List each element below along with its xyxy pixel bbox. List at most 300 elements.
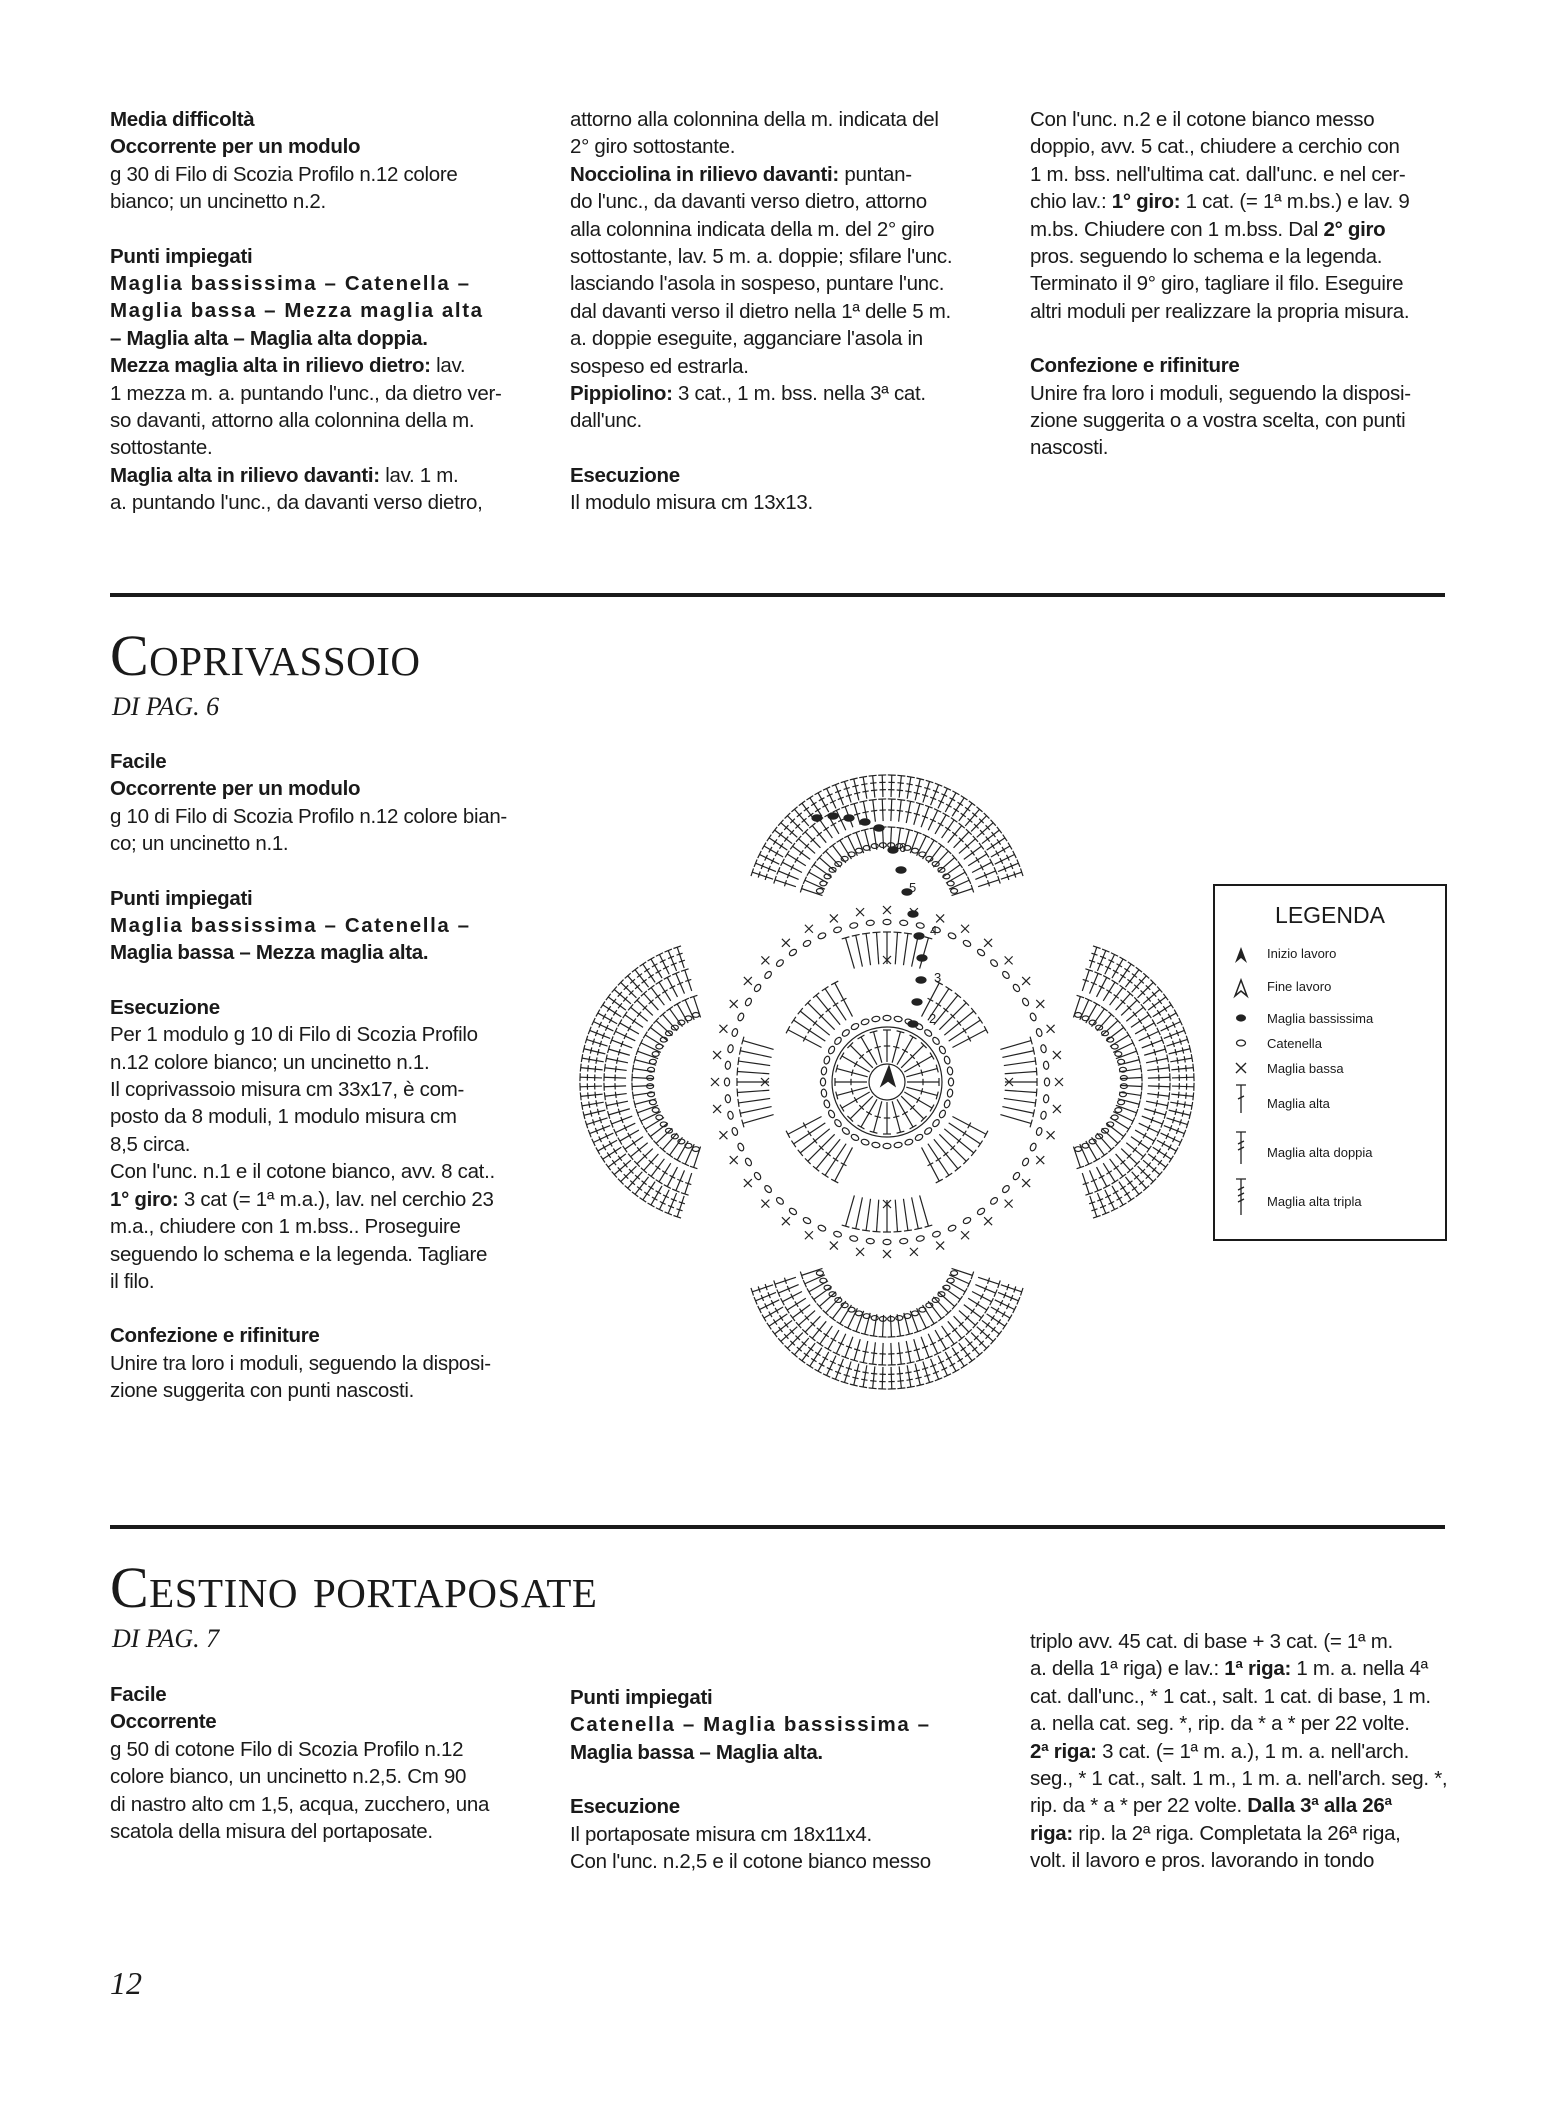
chain-mark [916, 922, 925, 929]
outer-stitch-top [580, 1092, 581, 1100]
outer-stitch-bar [1158, 1092, 1159, 1098]
execution-heading: Esecuzione [110, 995, 220, 1019]
outer-stitch [883, 1315, 884, 1337]
chain-mark [827, 1109, 836, 1119]
arm-stitch-top [894, 932, 902, 933]
text-line: Unire tra loro i moduli, seguendo la disposi- [110, 1351, 491, 1375]
outer-stitch-bar [1178, 1092, 1179, 1098]
petal-stitch-bar [833, 1003, 838, 1007]
outer-stitch-top [997, 1331, 1002, 1337]
chain-mark [871, 844, 878, 849]
outer-stitch-top [1152, 1019, 1156, 1026]
petal-stitch-top [946, 986, 953, 990]
outer-stitch-bar [607, 1152, 610, 1157]
outer-stitch-top [604, 1092, 605, 1100]
chain-mark [1044, 1078, 1049, 1086]
outer-stitch-top [969, 801, 975, 806]
outer-stitch-bar [961, 1347, 966, 1351]
outer-stitch-bar [1175, 1049, 1176, 1055]
outer-stitch-bar [644, 968, 649, 972]
outer-stitch [752, 872, 773, 879]
outer-stitch [1001, 872, 1022, 879]
chain-mark [871, 1316, 878, 1321]
outer-stitch-top [829, 1316, 835, 1321]
text-line: nascosti. [1030, 436, 1109, 460]
arm-stitch [895, 1200, 897, 1232]
outer-stitch-top [1193, 1092, 1194, 1100]
outer-stitch [1161, 1022, 1181, 1031]
chain-mark [850, 1022, 860, 1031]
outer-stitch-bar [617, 1100, 618, 1106]
outer-stitch [1170, 1058, 1192, 1062]
chain-mark [841, 1028, 850, 1037]
text-line: seguendo lo schema e la legenda. Tagliare [110, 1242, 488, 1266]
petal-stitch-bar [963, 1028, 967, 1033]
chain-mark [962, 939, 972, 948]
outer-stitch-top [781, 1298, 785, 1305]
outer-stitch-bar [945, 1333, 950, 1337]
outer-stitch-top [869, 1388, 877, 1389]
outer-stitch-top [807, 869, 811, 876]
round-label: 3 [934, 970, 942, 985]
outer-stitch-top [869, 799, 877, 800]
materials-line: g 50 di cotone Filo di Scozia Profilo n.12 [110, 1737, 464, 1761]
difficulty-label: Media difficoltà [110, 108, 255, 131]
outer-stitch [952, 889, 973, 896]
top-column-2 [570, 106, 990, 517]
chain-mark [833, 1230, 842, 1237]
outer-stitch-top [785, 1307, 789, 1314]
outer-stitch-top [1140, 1065, 1141, 1073]
slip-stitch-mark [874, 825, 884, 831]
text-run: a. della 1ª riga) e lav.: [1030, 1657, 1225, 1681]
outer-stitch [1125, 970, 1138, 987]
outer-stitch [580, 1077, 602, 1078]
legend-item: Maglia alta tripla [1267, 1194, 1362, 1209]
outer-stitch-bar [953, 808, 958, 811]
outer-stitch-bar [854, 1370, 860, 1371]
outer-stitch [873, 776, 875, 798]
outer-stitch-bar [852, 1377, 858, 1378]
arm-stitch [737, 1072, 769, 1074]
outer-stitch-top [1008, 843, 1012, 850]
arm-stitch-top [852, 1228, 860, 1230]
outer-stitch-bar [991, 843, 995, 848]
stitches-line: Maglia bassa – Maglia alta. [570, 1740, 823, 1764]
chain-mark [1040, 1111, 1047, 1120]
outer-stitch-top [1003, 835, 1007, 842]
chain-mark [932, 1230, 941, 1237]
outer-stitch-bar [612, 999, 616, 1004]
outer-stitch-bar [905, 791, 911, 792]
chain-mark [827, 1045, 836, 1055]
outer-stitch [1166, 1118, 1187, 1125]
outer-stitch [904, 1313, 909, 1334]
arm-stitch [1004, 1098, 1036, 1102]
outer-stitch [952, 1268, 973, 1275]
row-term: Dalla 3ª alla 26ª [1247, 1794, 1392, 1818]
outer-stitch-top [859, 1386, 867, 1387]
outer-stitch-top [859, 1362, 867, 1364]
chain-mark [1012, 983, 1021, 993]
outer-stitch [844, 1361, 851, 1382]
round-term: 1° giro: [1111, 190, 1181, 214]
outer-stitch-bar [617, 1057, 618, 1063]
outer-stitch-bar [795, 1301, 798, 1306]
outer-stitch-bar [648, 1186, 653, 1190]
outer-stitch-top [837, 1322, 844, 1326]
outer-stitch [794, 1338, 808, 1355]
outer-stitch-top [1121, 1133, 1126, 1139]
stitches-heading: Punti impiegati [110, 886, 253, 910]
outer-stitch-bar [997, 1319, 1001, 1324]
legend-item: Fine lavoro [1267, 979, 1332, 994]
outer-stitch-top [990, 859, 994, 866]
top-column-1 [110, 106, 530, 517]
arm-stitch [740, 1107, 771, 1114]
outer-stitch-top [897, 1364, 905, 1365]
page-reference: DI PAG. 7 [112, 1624, 220, 1653]
outer-stitch-top [897, 775, 905, 776]
outer-stitch [977, 1327, 993, 1342]
outer-stitch [995, 854, 1015, 864]
chain-mark [947, 881, 954, 886]
chain-mark [896, 1316, 903, 1321]
outer-stitch [1171, 1094, 1193, 1096]
outer-stitch-top [790, 843, 795, 849]
outer-stitch-top [897, 1388, 905, 1389]
outer-stitch [787, 816, 802, 832]
chain-mark [923, 1126, 932, 1135]
top-column-3 [1030, 106, 1450, 462]
outer-stitch-top [1152, 1138, 1156, 1145]
slip-stitch-mark [844, 815, 854, 821]
outer-stitch-bar [648, 974, 653, 978]
arm-stitch-top [738, 1099, 739, 1107]
arm-stitch-top [914, 1228, 922, 1230]
outer-stitch [580, 1086, 602, 1087]
legend-title: LEGENDA [1275, 902, 1385, 928]
outer-stitch-top [938, 843, 944, 848]
section-title-coprivassoio: Coprivassoio [110, 623, 421, 688]
outer-stitch-bar [861, 784, 867, 785]
start-arrow-icon [1227, 939, 1255, 975]
row-term: 1ª riga: [1224, 1657, 1291, 1681]
center-double-crochet-bar [893, 1046, 899, 1048]
outer-stitch [890, 1315, 891, 1337]
petal-stitch-bar [808, 1028, 812, 1033]
text-run: chio lav.: [1030, 190, 1112, 214]
outer-stitch-bar [618, 1003, 622, 1008]
outer-stitch [1105, 955, 1115, 975]
chain-mark [989, 1196, 998, 1205]
outer-stitch-top [1169, 1156, 1173, 1163]
chain-mark [1118, 1059, 1125, 1064]
chain-mark [823, 1099, 831, 1108]
difficulty-label: Facile [110, 1683, 167, 1706]
chain-mark [1111, 1115, 1118, 1120]
outer-stitch-bar [773, 839, 777, 844]
arm-stitch-top [738, 1057, 739, 1065]
section-divider [110, 593, 1445, 597]
outer-stitch [971, 1333, 986, 1349]
outer-stitch-bar [971, 1309, 975, 1314]
outer-stitch-top [772, 1331, 777, 1337]
outer-stitch [977, 823, 993, 838]
chain-mark [976, 948, 986, 957]
definition-text: 3 cat., 1 m. bss. nella 3ª cat. [672, 382, 926, 406]
outer-stitch [995, 1300, 1015, 1310]
outer-stitch [890, 827, 891, 849]
outer-stitch-top [664, 1185, 671, 1189]
outer-stitch [863, 1365, 867, 1387]
outer-stitch-top [664, 976, 671, 980]
arm-stitch [920, 938, 929, 969]
outer-stitch-top [1193, 1064, 1194, 1072]
round-term: 2° giro [1323, 217, 1386, 241]
outer-stitch-top [632, 1091, 633, 1099]
outer-stitch-top [799, 1358, 805, 1363]
chain-mark [916, 1235, 925, 1242]
chain-mark [947, 1066, 954, 1075]
chain-mark [737, 1012, 745, 1021]
outer-stitch [854, 779, 859, 800]
outer-stitch-bar [644, 1192, 649, 1196]
outer-stitch-top [1120, 957, 1127, 961]
outer-stitch [1132, 976, 1147, 992]
outer-stitch-top [799, 801, 805, 806]
chain-mark [817, 1224, 826, 1232]
text-line: sospeso ed estrarla. [570, 354, 749, 378]
outer-stitch-top [1093, 1158, 1100, 1162]
outer-stitch [587, 1039, 608, 1046]
section-divider [110, 1525, 1445, 1529]
chain-mark [989, 958, 998, 967]
outer-stitch [608, 997, 626, 1010]
chain-mark [938, 1109, 947, 1119]
arm-stitch [738, 1098, 770, 1102]
outer-stitch [760, 854, 780, 864]
outer-stitch-bar [808, 1347, 813, 1351]
legend-item: Maglia bassissima [1267, 1011, 1374, 1026]
outer-stitch-top [1169, 1064, 1170, 1072]
outer-stitch-top [1147, 1012, 1152, 1019]
outer-stitch-bar [914, 813, 920, 815]
outer-stitch [931, 785, 939, 805]
outer-stitch-top [907, 776, 915, 777]
outer-stitch-top [961, 1364, 968, 1368]
petal-stitch-top [791, 1141, 795, 1148]
outer-stitch-top [632, 967, 638, 972]
petal-stitch-top [786, 1131, 790, 1138]
outer-stitch-top [1191, 1102, 1192, 1110]
chain-mark [833, 1118, 842, 1127]
outer-stitch-top [606, 1102, 608, 1110]
petal-stitch-bar [936, 1158, 941, 1162]
outer-stitch-top [897, 799, 905, 800]
center-double-crochet-bar [921, 1070, 923, 1076]
outer-stitch-bar [618, 1049, 620, 1055]
outer-stitch-top [618, 1138, 622, 1145]
definition-line: so davanti, attorno alla colonnina della m. [110, 409, 475, 433]
outer-stitch-top [870, 1335, 878, 1336]
text-line: Con l'unc. n.1 e il cotone bianco, avv. 8 cat.. [110, 1160, 495, 1184]
outer-stitch [593, 1133, 613, 1142]
outer-stitch-top [869, 1364, 877, 1365]
chain-mark [860, 1018, 869, 1026]
outer-stitch-bar [1184, 1101, 1185, 1107]
outer-stitch-bar [906, 784, 912, 785]
arm-stitch [877, 932, 879, 964]
chain-mark [883, 1239, 891, 1244]
outer-stitch-bar [945, 827, 950, 831]
outer-stitch-bar [596, 1057, 597, 1063]
arm-stitch-top [1035, 1057, 1036, 1065]
chain-mark [894, 1016, 903, 1023]
text-line: triplo avv. 45 cat. di base + 3 cat. (= 1ª m. [1030, 1630, 1393, 1653]
outer-stitch [1116, 1051, 1137, 1059]
arm-stitch [903, 933, 907, 965]
center-double-crochet-bar [875, 1116, 881, 1118]
outer-stitch [998, 863, 1018, 871]
outer-stitch-top [824, 1347, 831, 1351]
outer-stitch-bar [897, 1373, 903, 1374]
outer-stitch [633, 1069, 655, 1072]
chain-mark [850, 1133, 860, 1142]
slip-stitch-mark [888, 847, 898, 853]
outer-stitch-bar [1163, 1006, 1166, 1011]
chain-mark [816, 889, 823, 894]
outer-stitch-bar [871, 810, 877, 811]
text-line: a. doppie eseguite, agganciare l'asola in [570, 327, 923, 351]
definition-line: a. puntando l'unc., da davanti verso dietro, [110, 491, 483, 515]
outer-stitch [760, 1300, 780, 1310]
outer-stitch-bar [897, 783, 903, 784]
outer-stitch-top [767, 1323, 771, 1330]
stitches-line: Maglia bassissima – Catenella – [110, 272, 471, 296]
outer-stitch [582, 1102, 604, 1106]
chain-mark [775, 1196, 784, 1205]
materials-line: g 30 di Filo di Scozia Profilo n.12 colore [110, 162, 458, 186]
arm-stitch [738, 1061, 770, 1065]
arm-stitch [1005, 1072, 1037, 1074]
outer-stitch-top [604, 1064, 605, 1072]
chain-mark [931, 1036, 940, 1045]
outer-stitch-top [666, 1153, 673, 1158]
text-line: Con l'unc. n.2 e il cotone bianco messo [1030, 108, 1375, 131]
chain-mark [753, 1171, 762, 1181]
chain-mark [866, 920, 874, 926]
outer-stitch-top [943, 1347, 950, 1351]
chain-mark [894, 1142, 903, 1149]
outer-stitch [593, 1022, 613, 1031]
arm-stitch-top [873, 932, 881, 933]
outer-stitch-bar [615, 1092, 616, 1098]
outer-stitch-top [1174, 1147, 1178, 1154]
chain-mark [1075, 1012, 1082, 1017]
outer-stitch [1119, 1092, 1141, 1095]
outer-stitch [637, 1051, 658, 1059]
text-line [110, 1186, 530, 1213]
outer-stitch-bar [971, 850, 975, 855]
slip-stitch-mark [914, 933, 924, 939]
outer-stitch-bar [596, 1100, 597, 1106]
chain-mark [1029, 1142, 1037, 1151]
outer-stitch [854, 1364, 859, 1385]
arm-stitch-top [739, 1047, 741, 1055]
outer-stitch-bar [1138, 1019, 1142, 1024]
outer-stitch [907, 1365, 911, 1387]
chain-mark [725, 1094, 731, 1102]
outer-stitch-top [623, 1146, 628, 1153]
outer-stitch-bar [957, 1358, 962, 1361]
center-double-crochet-bar [851, 1088, 853, 1094]
outer-stitch-top [1169, 1092, 1170, 1100]
petal-stitch-top [831, 1179, 838, 1183]
chain-mark [821, 1089, 828, 1098]
text-line: sottostante, lav. 5 m. a. doppie; sfilare l'unc. [570, 245, 953, 269]
outer-stitch-bar [976, 857, 979, 862]
chain-mark [788, 948, 798, 957]
outer-stitch-top [952, 1369, 959, 1373]
chain-mark [649, 1100, 656, 1105]
arm-stitch [1004, 1061, 1036, 1065]
arm-stitch-top [1033, 1047, 1035, 1055]
legend-item: Catenella [1267, 1036, 1322, 1051]
outer-stitch [802, 1268, 823, 1275]
arm-stitch [912, 935, 919, 966]
definition-line [110, 352, 530, 379]
chain-mark [737, 1142, 745, 1151]
outer-stitch-bar [804, 807, 809, 811]
outer-stitch-bar [1124, 968, 1129, 972]
arm-stitch-top [1036, 1068, 1037, 1076]
outer-stitch-bar [976, 1301, 979, 1306]
chain-mark [724, 1078, 729, 1086]
outer-stitch [1169, 1110, 1190, 1115]
outer-stitch-top [1140, 1091, 1141, 1099]
outer-stitch [781, 1327, 797, 1342]
arm-stitch [740, 1051, 771, 1058]
chain-mark [1040, 1044, 1047, 1053]
outer-stitch [1143, 1160, 1160, 1174]
outer-stitch [891, 775, 892, 797]
arm-stitch-top [904, 933, 912, 934]
outer-stitch-top [1128, 1198, 1135, 1202]
chain-mark [841, 1126, 850, 1135]
outer-stitch [584, 1110, 605, 1115]
outer-stitch-top [896, 827, 904, 828]
outer-stitch-top [640, 1198, 647, 1202]
outer-stitch-bar [815, 1352, 820, 1355]
outer-stitch-bar [612, 1160, 616, 1165]
text-line [1030, 216, 1450, 243]
outer-stitch-bar [799, 850, 803, 855]
outer-stitch [581, 1068, 603, 1070]
text-line: 1 m. bss. nell'ultima cat. dall'unc. e nel cer- [1030, 162, 1406, 186]
chain-mark [692, 1012, 699, 1017]
outer-stitch-bar [914, 1349, 920, 1351]
outer-stitch [1164, 1126, 1184, 1134]
chain-mark [731, 1127, 738, 1136]
legend-item: Maglia alta [1267, 1096, 1330, 1111]
outer-stitch [787, 1333, 802, 1349]
outer-stitch [882, 1367, 883, 1389]
chain-mark [727, 1111, 734, 1120]
definition-text: lav. [430, 354, 466, 378]
outer-stitch-bar [897, 790, 903, 791]
outer-stitch-bar [870, 783, 876, 784]
